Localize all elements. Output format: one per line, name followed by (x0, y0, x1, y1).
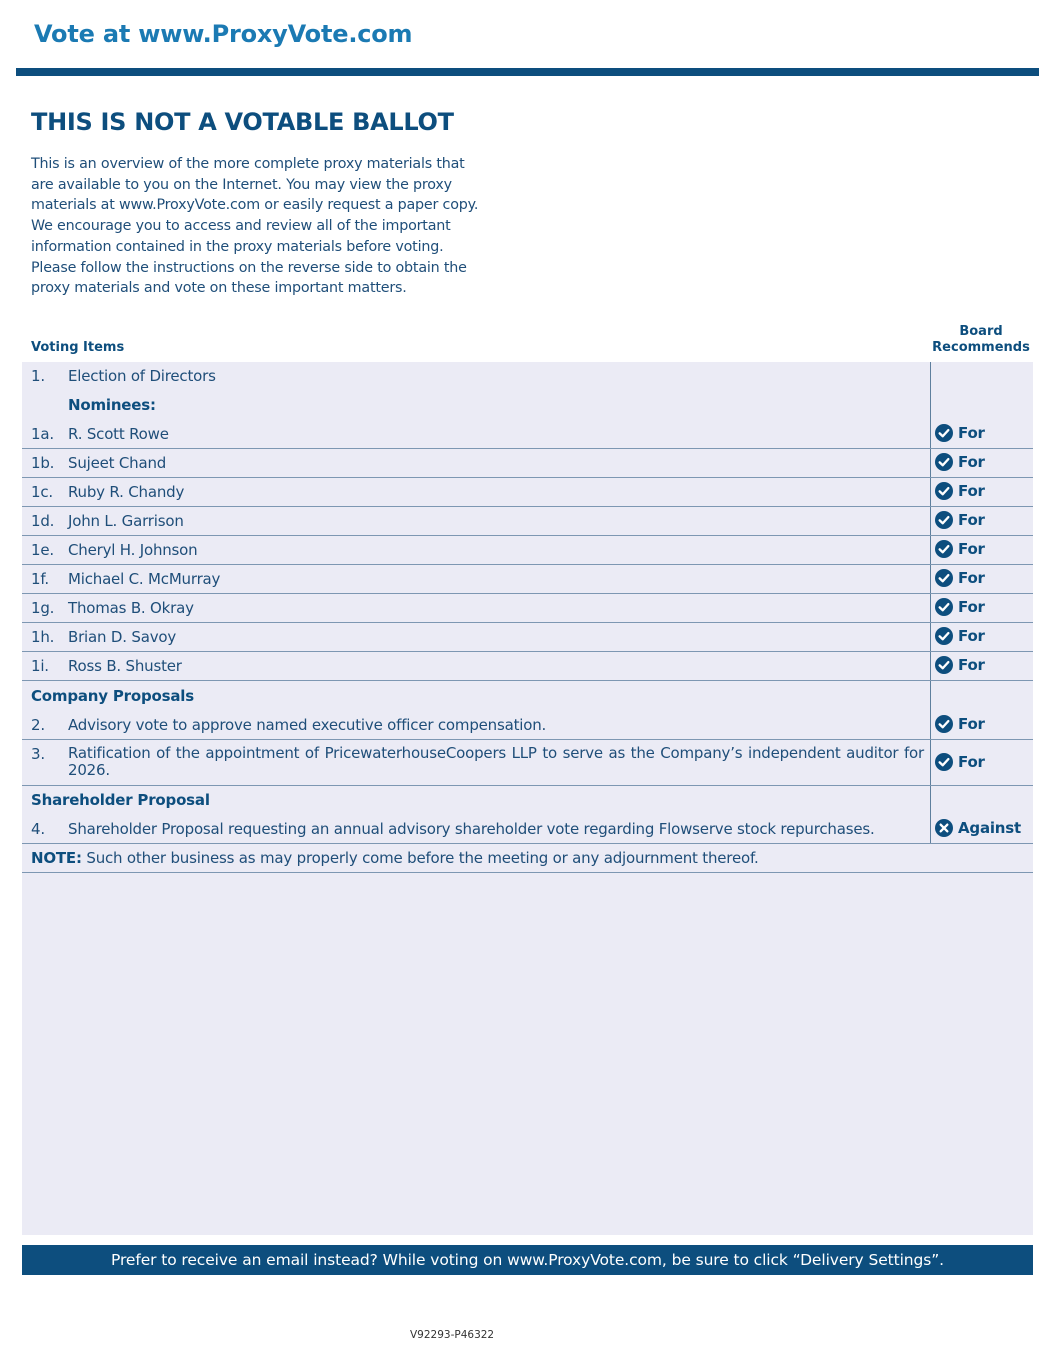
item-number: 1. (31, 367, 45, 385)
item-text: Election of Directors (68, 367, 216, 385)
recommendation (935, 598, 985, 616)
board-recommends-line1: Board (959, 324, 1003, 339)
item-number: 2. (31, 716, 45, 734)
nominee-row (22, 652, 1033, 681)
intro-line: We encourage you to access and review all of the important (31, 218, 451, 235)
recommendation-label: For (958, 511, 985, 529)
intro-line: proxy materials and vote on these important matters. (31, 280, 407, 297)
recommendation (935, 540, 985, 558)
x-circle-icon (935, 819, 953, 837)
intro-line: are available to you on the Internet. You may view the proxy (31, 176, 452, 193)
check-circle-icon (935, 424, 953, 442)
recommendation (935, 715, 985, 733)
nominee-row (22, 536, 1033, 565)
recommendation-label: For (958, 715, 985, 733)
recommendation (935, 453, 985, 471)
nominee-name: Michael C. McMurray (68, 570, 221, 588)
ballot-title: THIS IS NOT A VOTABLE BALLOT (31, 108, 454, 136)
page-header-title: Vote at www.ProxyVote.com (34, 20, 413, 48)
item-text: Ratification of the appointment of PricewaterhouseCoopers LLP to serve as the Company’s independent auditor for 2026. (68, 744, 924, 779)
intro-line: This is an overview of the more complete proxy materials that (31, 156, 465, 172)
board-recommends-line2: Recommends (932, 340, 1030, 355)
recommendation-label: For (958, 656, 985, 674)
recommendation-label: For (958, 424, 985, 442)
recommendation-label: For (958, 753, 985, 771)
proposal-row (22, 740, 1033, 786)
check-circle-icon (935, 511, 953, 529)
intro-paragraph (31, 154, 521, 299)
election-row (22, 362, 1033, 391)
nominee-row (22, 623, 1033, 652)
item-number: 3. (31, 745, 45, 763)
recommendation (935, 511, 985, 529)
proposal-row (22, 711, 1033, 740)
nominee-name: Cheryl H. Johnson (68, 541, 198, 559)
nominee-row (22, 565, 1033, 594)
check-circle-icon (935, 453, 953, 471)
check-circle-icon (935, 753, 953, 771)
recommendation-label: For (958, 569, 985, 587)
nominees-heading-row (22, 391, 1033, 420)
recommendation (935, 482, 985, 500)
check-circle-icon (935, 482, 953, 500)
check-circle-icon (935, 627, 953, 645)
nominee-row (22, 594, 1033, 623)
item-number: 1i. (31, 657, 49, 675)
recommendation (935, 656, 985, 674)
nominee-row (22, 420, 1033, 449)
check-circle-icon (935, 598, 953, 616)
proposal-row (22, 815, 1033, 844)
recommendation (935, 424, 985, 442)
intro-line: information contained in the proxy materials before voting. (31, 238, 444, 255)
item-number: 1g. (31, 599, 55, 617)
recommendation-label: For (958, 540, 985, 558)
section-heading: Shareholder Proposal (31, 791, 210, 809)
recommendation-label: For (958, 627, 985, 645)
item-number: 1a. (31, 425, 54, 443)
check-circle-icon (935, 715, 953, 733)
nominees-label: Nominees: (68, 396, 156, 414)
recommendation (935, 569, 985, 587)
recommendation-label: For (958, 482, 985, 500)
note-text (31, 849, 759, 867)
note-label: NOTE: (31, 849, 82, 867)
document-code: V92293-P46322 (410, 1329, 495, 1341)
intro-line: materials at www.ProxyVote.com or easily request a paper copy. (31, 197, 479, 214)
recommendation (935, 753, 985, 771)
header-divider (16, 68, 1039, 76)
recommendation-label: For (958, 598, 985, 616)
check-circle-icon (935, 540, 953, 558)
check-circle-icon (935, 569, 953, 587)
nominee-row (22, 449, 1033, 478)
nominee-name: R. Scott Rowe (68, 425, 169, 443)
company-heading-row (22, 682, 1033, 711)
nominee-name: Ruby R. Chandy (68, 483, 185, 501)
nominee-name: Ross B. Shuster (68, 657, 182, 675)
item-number: 1c. (31, 483, 53, 501)
nominee-name: Brian D. Savoy (68, 628, 177, 646)
shareholder-heading-row (22, 786, 1033, 815)
nominee-row (22, 478, 1033, 507)
section-heading: Company Proposals (31, 687, 194, 705)
note-body: Such other business as may properly come before the meeting or any adjournment thereof. (86, 849, 759, 867)
recommendation (935, 627, 985, 645)
board-recommends-header (930, 324, 1032, 356)
item-text: Shareholder Proposal requesting an annual advisory shareholder vote regarding Flowserve stock repurchases. (68, 820, 875, 838)
item-text: Advisory vote to approve named executive officer compensation. (68, 716, 547, 734)
check-circle-icon (935, 656, 953, 674)
note-row (22, 844, 1033, 873)
item-number: 1d. (31, 512, 55, 530)
email-delivery-banner: Prefer to receive an email instead? While voting on www.ProxyVote.com, be sure to click “Delivery Settings”. (22, 1245, 1033, 1275)
item-number: 1e. (31, 541, 54, 559)
recommendation-label: Against (958, 819, 1021, 837)
nominee-name: Thomas B. Okray (68, 599, 194, 617)
item-number: 1b. (31, 454, 55, 472)
voting-items-header: Voting Items (31, 340, 125, 355)
recommendation-label: For (958, 453, 985, 471)
item-number: 1f. (31, 570, 49, 588)
intro-line: Please follow the instructions on the reverse side to obtain the (31, 259, 467, 276)
item-number: 1h. (31, 628, 55, 646)
item-number: 4. (31, 820, 45, 838)
voting-items-panel (22, 362, 1033, 1235)
nominee-name: John L. Garrison (68, 512, 184, 530)
recommendation (935, 819, 1021, 837)
nominee-row (22, 507, 1033, 536)
nominee-name: Sujeet Chand (68, 454, 167, 472)
